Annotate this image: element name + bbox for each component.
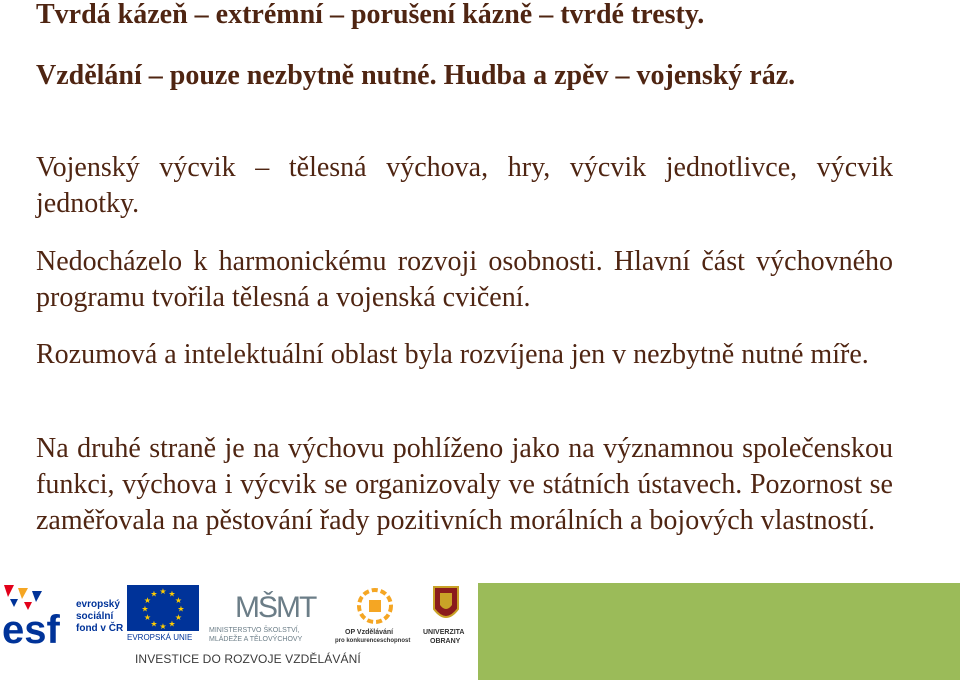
msmt-logo bbox=[205, 585, 331, 647]
univ-line1: UNIVERZITA bbox=[423, 629, 465, 636]
svg-text:★: ★ bbox=[177, 604, 185, 614]
univ-line2: OBRANY bbox=[430, 638, 461, 645]
op-vk-icon bbox=[335, 585, 415, 629]
svg-text:★: ★ bbox=[174, 613, 183, 622]
svg-text:★: ★ bbox=[168, 589, 176, 599]
esf-line2: sociální bbox=[76, 611, 114, 622]
paragraph-social-function: Na druhé straně je na výchovu pohlíženo jako na významnou společenskou funkci, výchova i výcvik se organizovaly ve státních ústavech. Pozornost se zaměřovala na pěstování řady pozitivních morálních a bojových vlastností. bbox=[36, 433, 893, 536]
msmt-line2: MLÁDEŽE A TĚLOVÝCHOVY bbox=[209, 636, 303, 643]
university-crest-icon bbox=[420, 585, 472, 627]
univerzita-obrany-logo bbox=[420, 585, 472, 649]
paragraph-personality: Nedocházelo k harmonickému rozvoji osobnosti. Hlavní část výchovného programu tvořila tělesná a vojenská cvičení. bbox=[36, 246, 893, 313]
paragraph-intellectual: Rozumová a intelektuální oblast byla rozvíjena jen v nezbytně nutné míře. bbox=[36, 339, 869, 370]
eu-label: EVROPSKÁ UNIE bbox=[127, 633, 193, 642]
svg-text:★: ★ bbox=[150, 619, 158, 629]
svg-text:esf: esf bbox=[2, 608, 60, 647]
eu-flag-icon bbox=[127, 585, 199, 631]
eu-logo bbox=[127, 585, 199, 647]
svg-text:★: ★ bbox=[143, 596, 152, 605]
svg-text:★: ★ bbox=[141, 604, 149, 614]
msmt-logo-icon bbox=[205, 585, 331, 625]
svg-text:★: ★ bbox=[168, 619, 176, 629]
svg-text:★: ★ bbox=[159, 622, 167, 631]
paragraph-military-training: Vojenský výcvik – tělesná výchova, hry, výcvik jednotlivce, výcvik jednotky. bbox=[36, 152, 893, 219]
svg-text:★: ★ bbox=[150, 589, 158, 599]
svg-text:★: ★ bbox=[174, 596, 183, 605]
msmt-line1: MINISTERSTVO ŠKOLSTVÍ, bbox=[209, 627, 300, 634]
footer-green-block bbox=[478, 583, 960, 680]
paragraph-education: Vzdělání – pouze nezbytně nutné. Hudba a zpěv – vojenský ráz. bbox=[36, 60, 796, 91]
esf-line1: evropský bbox=[76, 599, 120, 610]
paragraph-discipline: Tvrdá kázeň – extrémní – porušení kázně – tvrdé tresty. bbox=[36, 0, 705, 30]
svg-text:★: ★ bbox=[159, 587, 167, 596]
investice-text: INVESTICE DO ROZVOJE VZDĚLÁVÁNÍ bbox=[135, 652, 361, 666]
svg-text:MŠMT: MŠMT bbox=[235, 591, 316, 624]
op-vk-logo bbox=[335, 585, 415, 647]
svg-text:★: ★ bbox=[143, 613, 152, 622]
op-line2: pro konkurenceschopnost bbox=[335, 638, 411, 644]
esf-line3: fond v ČR bbox=[76, 623, 124, 634]
op-line1: OP Vzdělávání bbox=[345, 629, 394, 636]
esf-logo bbox=[2, 585, 124, 647]
